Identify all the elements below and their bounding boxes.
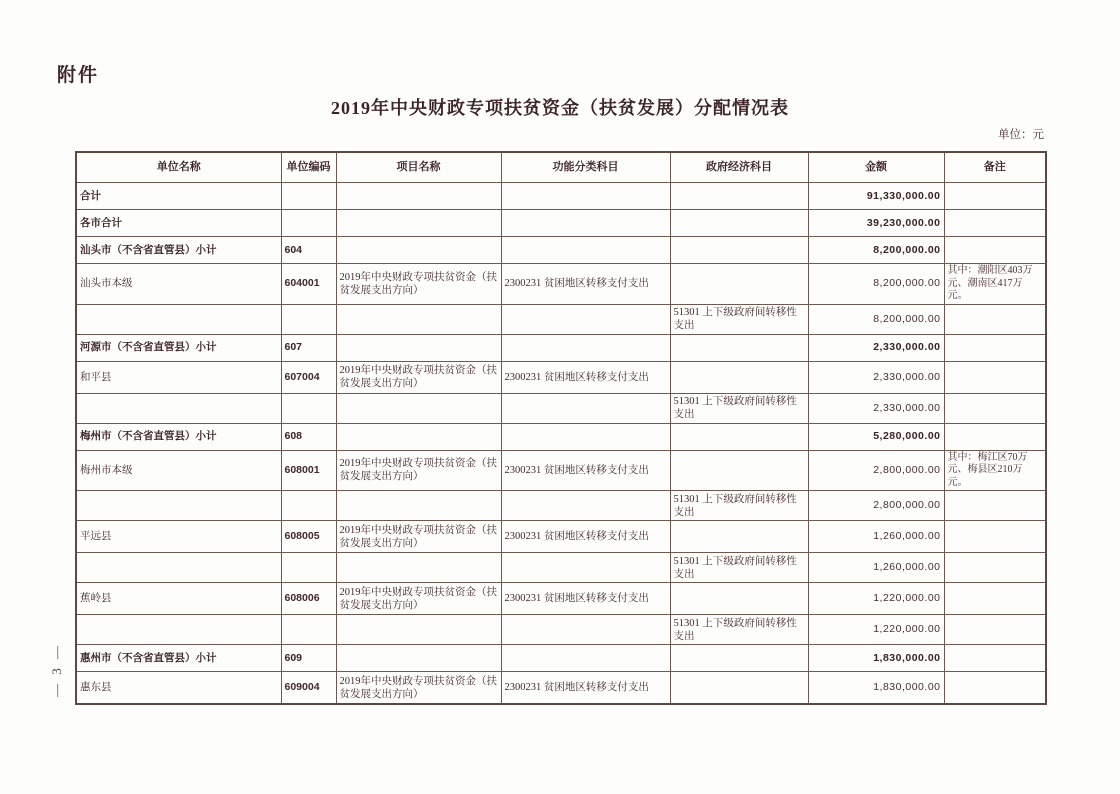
project-name-cell: 2019年中央财政专项扶贫资金（扶贫发展支出方向） [336, 264, 501, 305]
amount-cell: 8,200,000.00 [808, 264, 944, 305]
project-name-cell [336, 237, 501, 264]
remark-cell [944, 645, 1046, 672]
unit-name-cell [76, 615, 281, 645]
project-name-cell [336, 645, 501, 672]
unit-name-cell [76, 393, 281, 423]
table-row [76, 672, 1046, 705]
function-category-cell: 2300231 贫困地区转移支付支出 [501, 583, 670, 615]
government-economy-cell [670, 334, 808, 361]
project-name-cell: 2019年中央财政专项扶贫资金（扶贫发展支出方向） [336, 521, 501, 553]
column-header-5: 政府经济科目 [670, 152, 808, 183]
unit-code-cell [281, 393, 336, 423]
unit-code-cell [281, 210, 336, 237]
remark-cell [944, 393, 1046, 423]
remark-cell [944, 183, 1046, 210]
unit-name-cell: 惠州市（不含省直管县）小计 [76, 645, 281, 672]
table-row [76, 304, 1046, 334]
function-category-cell [501, 553, 670, 583]
unit-code-cell: 608005 [281, 521, 336, 553]
government-economy-cell [670, 583, 808, 615]
project-name-cell [336, 615, 501, 645]
government-economy-cell [670, 450, 808, 491]
unit-name-cell: 汕头市（不含省直管县）小计 [76, 237, 281, 264]
function-category-cell [501, 645, 670, 672]
document-title: 2019年中央财政专项扶贫资金（扶贫发展）分配情况表 [331, 98, 789, 118]
remark-cell [944, 521, 1046, 553]
column-header-1: 单位名称 [76, 152, 281, 183]
project-name-cell: 2019年中央财政专项扶贫资金（扶贫发展支出方向） [336, 672, 501, 705]
table-row [76, 583, 1046, 615]
government-economy-cell: 51301 上下级政府间转移性支出 [670, 553, 808, 583]
remark-cell [944, 553, 1046, 583]
unit-code-cell: 608001 [281, 450, 336, 491]
government-economy-cell [670, 672, 808, 705]
table-row [76, 450, 1046, 491]
government-economy-cell: 51301 上下级政府间转移性支出 [670, 304, 808, 334]
function-category-cell [501, 210, 670, 237]
table-row [76, 334, 1046, 361]
table-row [76, 361, 1046, 393]
column-header-7: 备注 [944, 152, 1046, 183]
table-row [76, 521, 1046, 553]
unit-code-cell [281, 304, 336, 334]
unit-code-cell: 609004 [281, 672, 336, 705]
unit-code-cell: 608006 [281, 583, 336, 615]
unit-code-cell [281, 553, 336, 583]
unit-code-cell [281, 183, 336, 210]
function-category-cell [501, 334, 670, 361]
function-category-cell [501, 393, 670, 423]
remark-cell [944, 361, 1046, 393]
remark-cell: 其中：潮阳区403万元、潮南区417万元。 [944, 264, 1046, 305]
column-header-6: 金额 [808, 152, 944, 183]
amount-cell: 1,830,000.00 [808, 645, 944, 672]
project-name-cell [336, 334, 501, 361]
unit-note: 单位：元 [998, 129, 1044, 141]
amount-cell: 2,800,000.00 [808, 491, 944, 521]
function-category-cell [501, 491, 670, 521]
government-economy-cell: 51301 上下级政府间转移性支出 [670, 393, 808, 423]
column-header-3: 项目名称 [336, 152, 501, 183]
amount-cell: 2,330,000.00 [808, 334, 944, 361]
function-category-cell: 2300231 贫困地区转移支付支出 [501, 361, 670, 393]
remark-cell [944, 304, 1046, 334]
amount-cell: 1,260,000.00 [808, 553, 944, 583]
government-economy-cell [670, 361, 808, 393]
table-row [76, 615, 1046, 645]
government-economy-cell [670, 210, 808, 237]
unit-name-cell: 和平县 [76, 361, 281, 393]
table-header-row [76, 152, 1046, 183]
amount-cell: 1,220,000.00 [808, 615, 944, 645]
page-number: — 3 — [49, 643, 64, 697]
table-row [76, 553, 1046, 583]
remark-cell [944, 672, 1046, 705]
project-name-cell [336, 183, 501, 210]
amount-cell: 5,280,000.00 [808, 423, 944, 450]
unit-name-cell: 蕉岭县 [76, 583, 281, 615]
table-row [76, 210, 1046, 237]
unit-name-cell: 河源市（不含省直管县）小计 [76, 334, 281, 361]
unit-code-cell: 608 [281, 423, 336, 450]
project-name-cell [336, 423, 501, 450]
function-category-cell: 2300231 贫困地区转移支付支出 [501, 521, 670, 553]
table-row [76, 393, 1046, 423]
amount-cell: 1,220,000.00 [808, 583, 944, 615]
project-name-cell: 2019年中央财政专项扶贫资金（扶贫发展支出方向） [336, 361, 501, 393]
function-category-cell [501, 615, 670, 645]
unit-code-cell: 609 [281, 645, 336, 672]
function-category-cell: 2300231 贫困地区转移支付支出 [501, 672, 670, 705]
remark-cell [944, 210, 1046, 237]
allocation-table [75, 151, 1047, 705]
function-category-cell [501, 304, 670, 334]
function-category-cell: 2300231 贫困地区转移支付支出 [501, 264, 670, 305]
unit-name-cell [76, 304, 281, 334]
project-name-cell [336, 304, 501, 334]
remark-cell: 其中：梅江区70万元、梅县区210万元。 [944, 450, 1046, 491]
project-name-cell [336, 210, 501, 237]
unit-name-cell: 平远县 [76, 521, 281, 553]
unit-name-cell [76, 553, 281, 583]
function-category-cell [501, 183, 670, 210]
amount-cell: 2,800,000.00 [808, 450, 944, 491]
unit-code-cell: 604 [281, 237, 336, 264]
amount-cell: 39,230,000.00 [808, 210, 944, 237]
government-economy-cell [670, 645, 808, 672]
function-category-cell: 2300231 贫困地区转移支付支出 [501, 450, 670, 491]
unit-name-cell: 梅州市本级 [76, 450, 281, 491]
amount-cell: 91,330,000.00 [808, 183, 944, 210]
unit-code-cell: 604001 [281, 264, 336, 305]
unit-name-cell: 合计 [76, 183, 281, 210]
project-name-cell [336, 491, 501, 521]
amount-cell: 1,830,000.00 [808, 672, 944, 705]
amount-cell: 2,330,000.00 [808, 361, 944, 393]
table-row [76, 491, 1046, 521]
government-economy-cell [670, 264, 808, 305]
table-row [76, 237, 1046, 264]
unit-code-cell [281, 615, 336, 645]
unit-code-cell [281, 491, 336, 521]
amount-cell: 2,330,000.00 [808, 393, 944, 423]
function-category-cell [501, 237, 670, 264]
unit-name-cell: 惠东县 [76, 672, 281, 705]
amount-cell: 1,260,000.00 [808, 521, 944, 553]
amount-cell: 8,200,000.00 [808, 237, 944, 264]
government-economy-cell [670, 237, 808, 264]
government-economy-cell: 51301 上下级政府间转移性支出 [670, 491, 808, 521]
table-row [76, 264, 1046, 305]
table-row [76, 183, 1046, 210]
unit-code-cell: 607 [281, 334, 336, 361]
remark-cell [944, 423, 1046, 450]
amount-cell: 8,200,000.00 [808, 304, 944, 334]
function-category-cell [501, 423, 670, 450]
remark-cell [944, 237, 1046, 264]
project-name-cell: 2019年中央财政专项扶贫资金（扶贫发展支出方向） [336, 583, 501, 615]
remark-cell [944, 615, 1046, 645]
remark-cell [944, 491, 1046, 521]
column-header-2: 单位编码 [281, 152, 336, 183]
project-name-cell [336, 393, 501, 423]
government-economy-cell: 51301 上下级政府间转移性支出 [670, 615, 808, 645]
project-name-cell: 2019年中央财政专项扶贫资金（扶贫发展支出方向） [336, 450, 501, 491]
attachment-label: 附件 [57, 65, 100, 86]
unit-name-cell: 汕头市本级 [76, 264, 281, 305]
unit-name-cell: 梅州市（不含省直管县）小计 [76, 423, 281, 450]
remark-cell [944, 334, 1046, 361]
table-row [76, 645, 1046, 672]
remark-cell [944, 583, 1046, 615]
table-row [76, 423, 1046, 450]
project-name-cell [336, 553, 501, 583]
unit-name-cell [76, 491, 281, 521]
government-economy-cell [670, 423, 808, 450]
government-economy-cell [670, 521, 808, 553]
unit-code-cell: 607004 [281, 361, 336, 393]
unit-name-cell: 各市合计 [76, 210, 281, 237]
column-header-4: 功能分类科目 [501, 152, 670, 183]
government-economy-cell [670, 183, 808, 210]
